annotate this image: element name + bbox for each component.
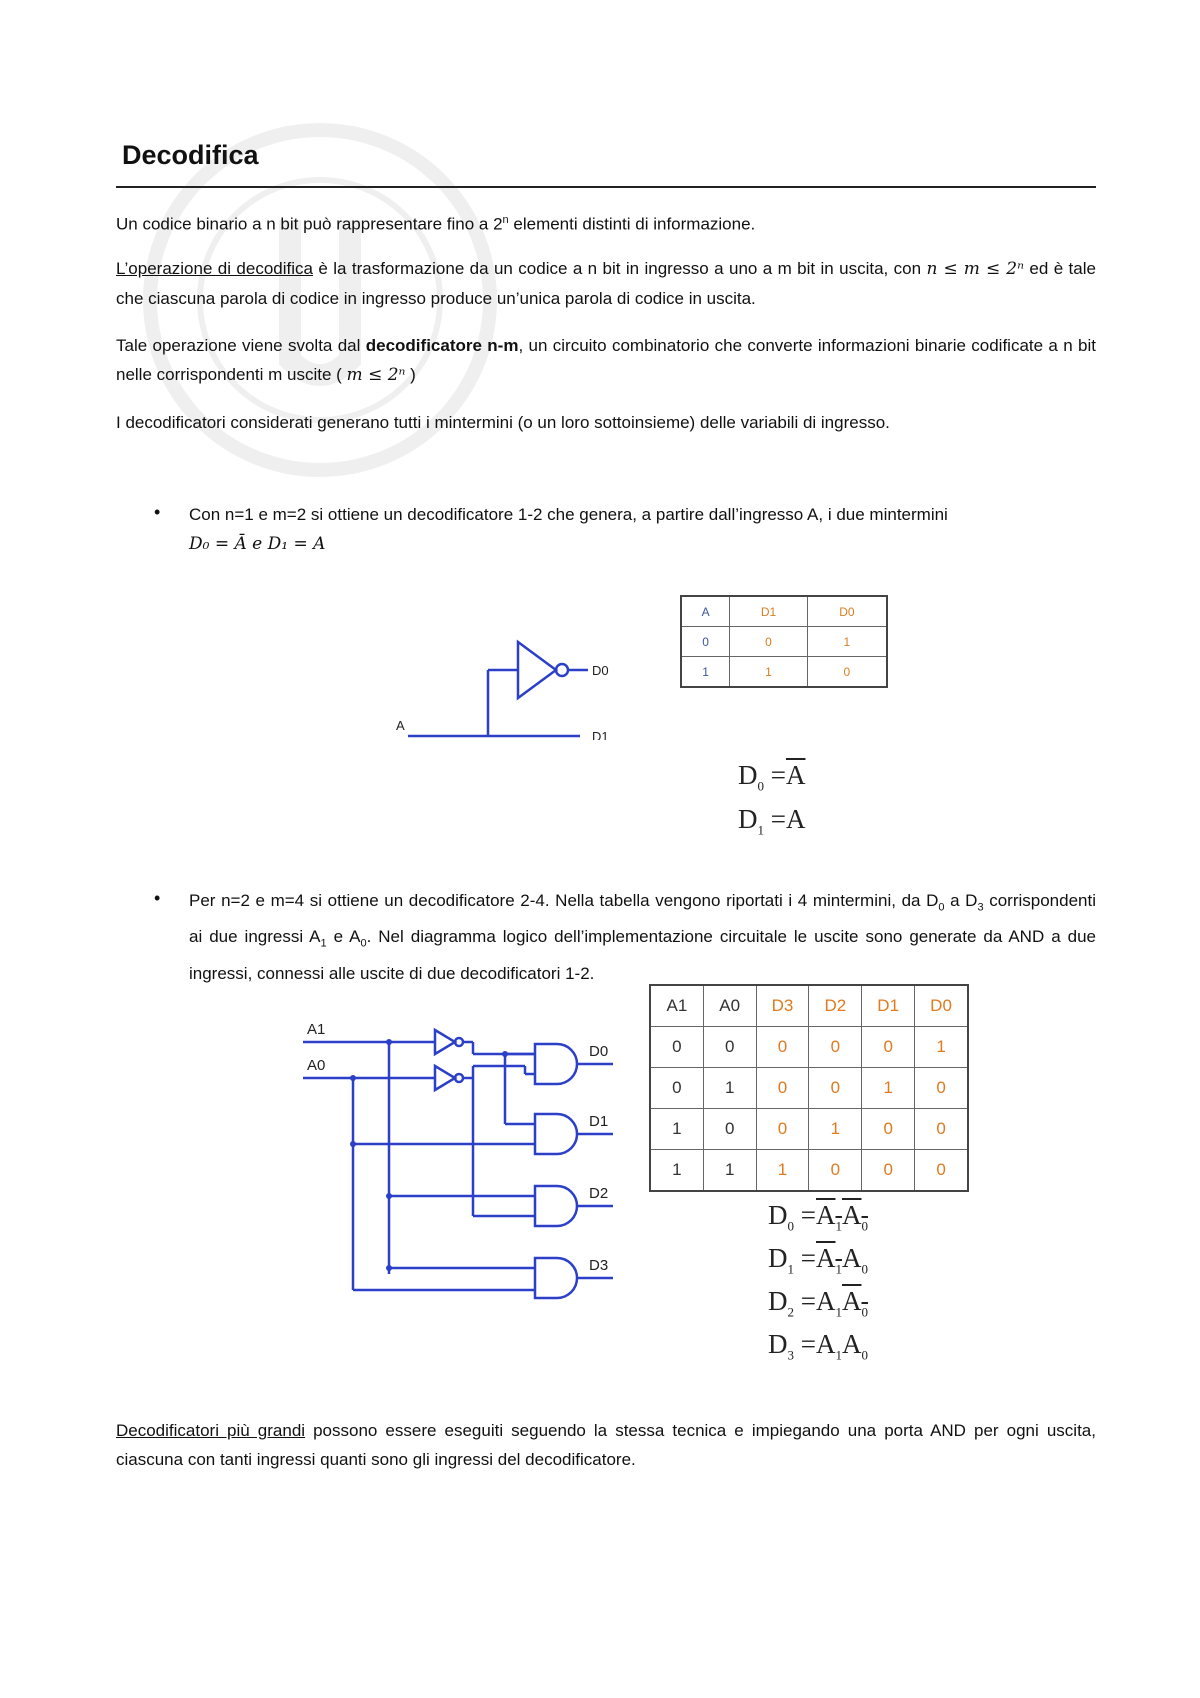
equation-d0-not-a: $D_0 =\overline{A}$: [738, 760, 806, 794]
equation-d3: $D_3 =A_1A_0$: [768, 1329, 868, 1363]
truth-table-2-4: [649, 984, 969, 1192]
bullet-marker: •: [154, 888, 161, 908]
equation-d1-a: $D_1 =A$: [738, 804, 806, 838]
output-label-d1: D1: [589, 1113, 609, 1130]
table-header-row: A D1 D0: [681, 596, 887, 627]
table-row: 1 0 0 1 0 0: [650, 1109, 968, 1150]
equation-d2: $D_2 =A_1A_0$: [768, 1286, 868, 1320]
page-title: Decodifica: [122, 140, 259, 170]
input-label-a0: A0: [307, 1057, 326, 1074]
circuit-decoder-2-4: [295, 1010, 635, 1310]
input-label-a1: A1: [307, 1021, 326, 1038]
title-rule: [116, 186, 1096, 188]
output-label-d0: D0: [589, 1043, 609, 1060]
bullet-marker: •: [154, 502, 161, 522]
equation-d0: $D_0 =A_1A_0$: [768, 1200, 868, 1234]
bullet-text-decoder-1-2: Con n=1 e m=2 si ottiene un decodificatore 1-2 che genera, a partire dall’ingresso A, i due mintermini D₀ = Ā e D₁ = A: [189, 505, 948, 554]
bullet-text-decoder-2-4: Per n=2 e m=4 si ottiene un decodificatore 2-4. Nella tabella vengono riportati i 4 mintermini, da $D_0$ a $D_3$ corrispondenti ai due ingressi $A_1$ e $A_0$. Nel diagramma logico dell’implementazione circuitale le uscite sono generate da AND a due ingressi, connessi alle uscite di due decodificatori 1-2.: [189, 891, 1097, 983]
truth-table-1-2: [680, 595, 888, 688]
output-label-d1: D1: [592, 729, 609, 740]
paragraph-minterms: I decodificatori considerati generano tutti i mintermini (o un loro sottoinsieme) delle variabili di ingresso.: [116, 413, 890, 432]
table-row: 0 0 1: [681, 627, 887, 657]
table-row: 0 0 0 0 0 1: [650, 1027, 968, 1068]
output-label-d3: D3: [589, 1257, 609, 1274]
paragraph-decoder: Tale operazione viene svolta dal decodificatore n-m, un circuito combinatorio che converte informazioni binarie codificate a n bit nelle corrispondenti m uscite ( m ≤ 2ⁿ ): [116, 336, 1096, 385]
output-label-d2: D2: [589, 1185, 609, 1202]
table-header-row: A1 A0 D3 D2 D1 D0: [650, 985, 968, 1027]
equation-d1: $D_1 =A_1A_0$: [768, 1243, 868, 1277]
table-row: 1 1 0: [681, 657, 887, 688]
paragraph-definition: L’operazione di decodifica è la trasformazione da un codice a n bit in ingresso a uno a m bit in uscita, con n ≤ m ≤ 2ⁿ ed è tale che ciascuna parola di codice in ingresso produce un’unica parola di codice in uscita.: [116, 259, 1096, 308]
underlined-term: L’operazione di decodifica: [116, 259, 313, 278]
underlined-term: Decodificatori più grandi: [116, 1421, 306, 1440]
output-label-d0: D0: [592, 663, 609, 678]
circuit-decoder-1-2: [390, 620, 630, 740]
table-row: 0 1 0 0 1 0: [650, 1068, 968, 1109]
paragraph-larger-decoders: Decodificatori più grandi possono essere eseguiti seguendo la stessa tecnica e impiegando una porta AND per ogni uscita, ciascuna con tanti ingressi quanti sono gli ingressi del decodificatore.: [116, 1421, 1096, 1469]
input-label-a: A: [396, 718, 405, 733]
table-row: 1 1 1 0 0 0: [650, 1150, 968, 1192]
paragraph-intro: Un codice binario a n bit può rappresentare fino a 2$^n$ elementi distinti di informazione.: [116, 214, 756, 234]
